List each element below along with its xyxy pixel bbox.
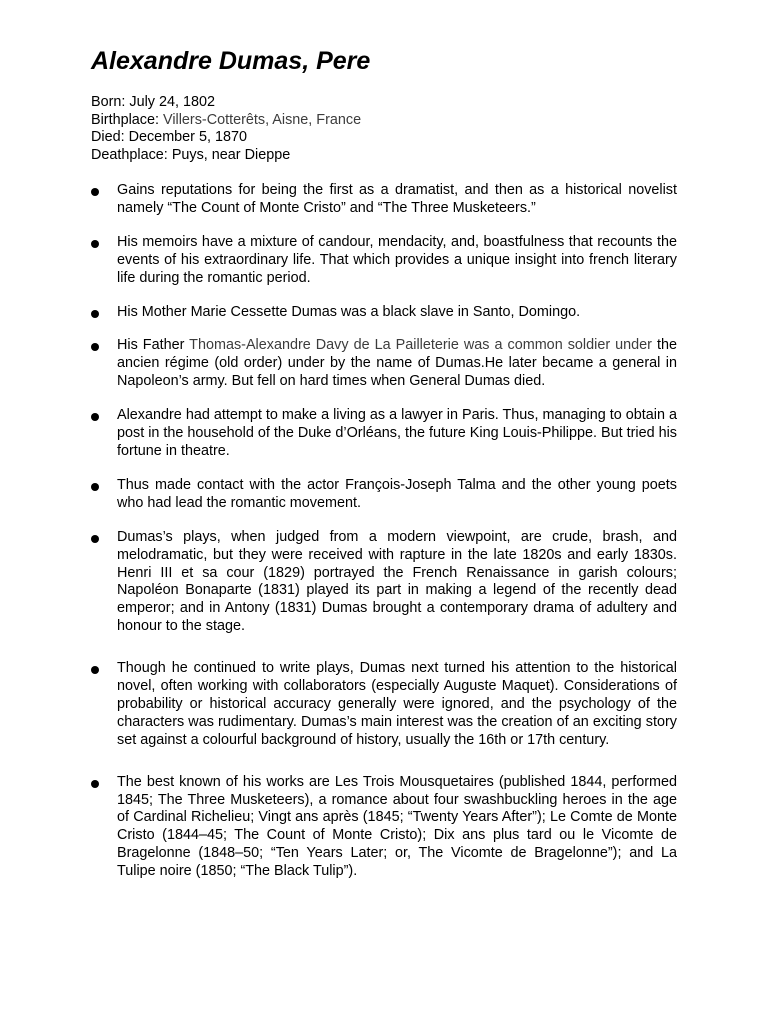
bullet-text: His memoirs have a mixture of candour, mendacity, and, boastfulness that recounts the events of his extraordinary life. That which provides a unique insight into french literary life during the romantic period. — [117, 233, 677, 286]
bullet-text: Alexandre had attempt to make a living as a lawyer in Paris. Thus, managing to obtain a post in the household of the Duke d’Orléans, the future King Louis-Philippe. But tried his fortune in theatre. — [117, 407, 677, 459]
bullet-text: His Mother Marie Cessette Dumas was a black slave in Santo, Domingo. — [117, 303, 581, 320]
bullet-list — [91, 182, 677, 897]
bullet-item-mother — [91, 304, 677, 322]
document-title: Alexandre Dumas, Pere — [91, 47, 371, 75]
bullet-dot-icon — [91, 780, 99, 788]
bullet-item-plays — [91, 529, 677, 636]
bullet-text: the ancien régime (old order) under by the name of Dumas.He later became a general in Napoleon’s army. But fell on hard times when General Dumas died. — [117, 337, 677, 390]
bullet-text: Thus made contact with the actor François-Joseph Talma and the other young poets who had lead the romantic movement. — [117, 476, 677, 511]
bullet-item-reputation — [91, 182, 677, 218]
bullet-text: Gains reputations for being the first as a dramatist, and then as a historical novelist namely “The Count of Monte Cristo” and “The Three Musketeers.” — [117, 182, 677, 216]
bullet-text: The best known of his works are Les Trois Mousquetaires (published 1844, performed 1845; The Three Musketeers), a romance about four swashbuckling heroes in the age of Cardinal Richelieu; Vingt ans après (1845; “Twenty Years After”); Le Comte de Monte Cristo (1844–45; The Count of Monte Cristo); Dix ans plus tard ou le Vicomte de Bragelonne (1848–50; “Ten Years Later; or, The Vicomte de Bragelonne”); and La Tulipe noire (1850; “The Black Tulip”). — [117, 773, 677, 880]
bullet-dot-icon — [91, 483, 99, 491]
bullet-item-works — [91, 774, 677, 881]
born-label: Born: — [91, 94, 130, 110]
birthplace-value: Villers-Cotterêts, Aisne, France — [163, 111, 362, 128]
bullet-dot-icon — [91, 188, 99, 196]
bullet-highlight: Thomas-Alexandre Davy de La Pailleterie was a common soldier under — [189, 337, 652, 354]
bullet-text: Though he continued to write plays, Dumas next turned his attention to the historical novel, often working with collaborators (especially Auguste Maquet). Considerations of probability or historical accuracy generally were ignored, and the psychology of the characters was rudimentary. Dumas’s main interest was the creation of an exciting story set against a colourful background of history, usually the 16th or 17th century. — [117, 660, 677, 748]
bullet-dot-icon — [91, 240, 99, 248]
bullet-text: Dumas’s plays, when judged from a modern viewpoint, are crude, brash, and melodramatic, but they were received with rapture in the late 1820s and early 1830s. Henri III et sa cour (1829) portrayed the French Renaissance in garish colours; Napoléon Bonaparte (1831) played its part in making a legend of the recently dead emperor; and in Antony (1831) Dumas brought a contemporary drama of adultery and honour to the stage. — [117, 528, 677, 635]
deathplace-fact — [91, 147, 361, 165]
bullet-item-memoirs — [91, 234, 677, 288]
born-fact — [91, 94, 361, 112]
birthplace-label: Birthplace: — [91, 111, 163, 128]
died-label: Died: — [91, 129, 129, 146]
bullet-dot-icon — [91, 310, 99, 318]
bullet-item-lawyer — [91, 407, 677, 461]
birthplace-fact — [91, 112, 361, 130]
bullet-dot-icon — [91, 343, 99, 351]
died-fact — [91, 129, 361, 147]
biography-facts — [91, 94, 361, 164]
bullet-prefix: His Father — [117, 337, 190, 354]
died-value: December 5, 1870 — [128, 129, 247, 146]
deathplace-label: Deathplace: — [91, 146, 172, 163]
deathplace-value: Puys, near Dieppe — [171, 146, 291, 163]
bullet-item-father — [91, 337, 677, 391]
bullet-item-talma — [91, 477, 677, 513]
bullet-dot-icon — [91, 413, 99, 421]
bullet-item-novels — [91, 660, 677, 750]
born-value: July 24, 1802 — [129, 94, 216, 110]
bullet-dot-icon — [91, 666, 99, 674]
bullet-dot-icon — [91, 535, 99, 543]
